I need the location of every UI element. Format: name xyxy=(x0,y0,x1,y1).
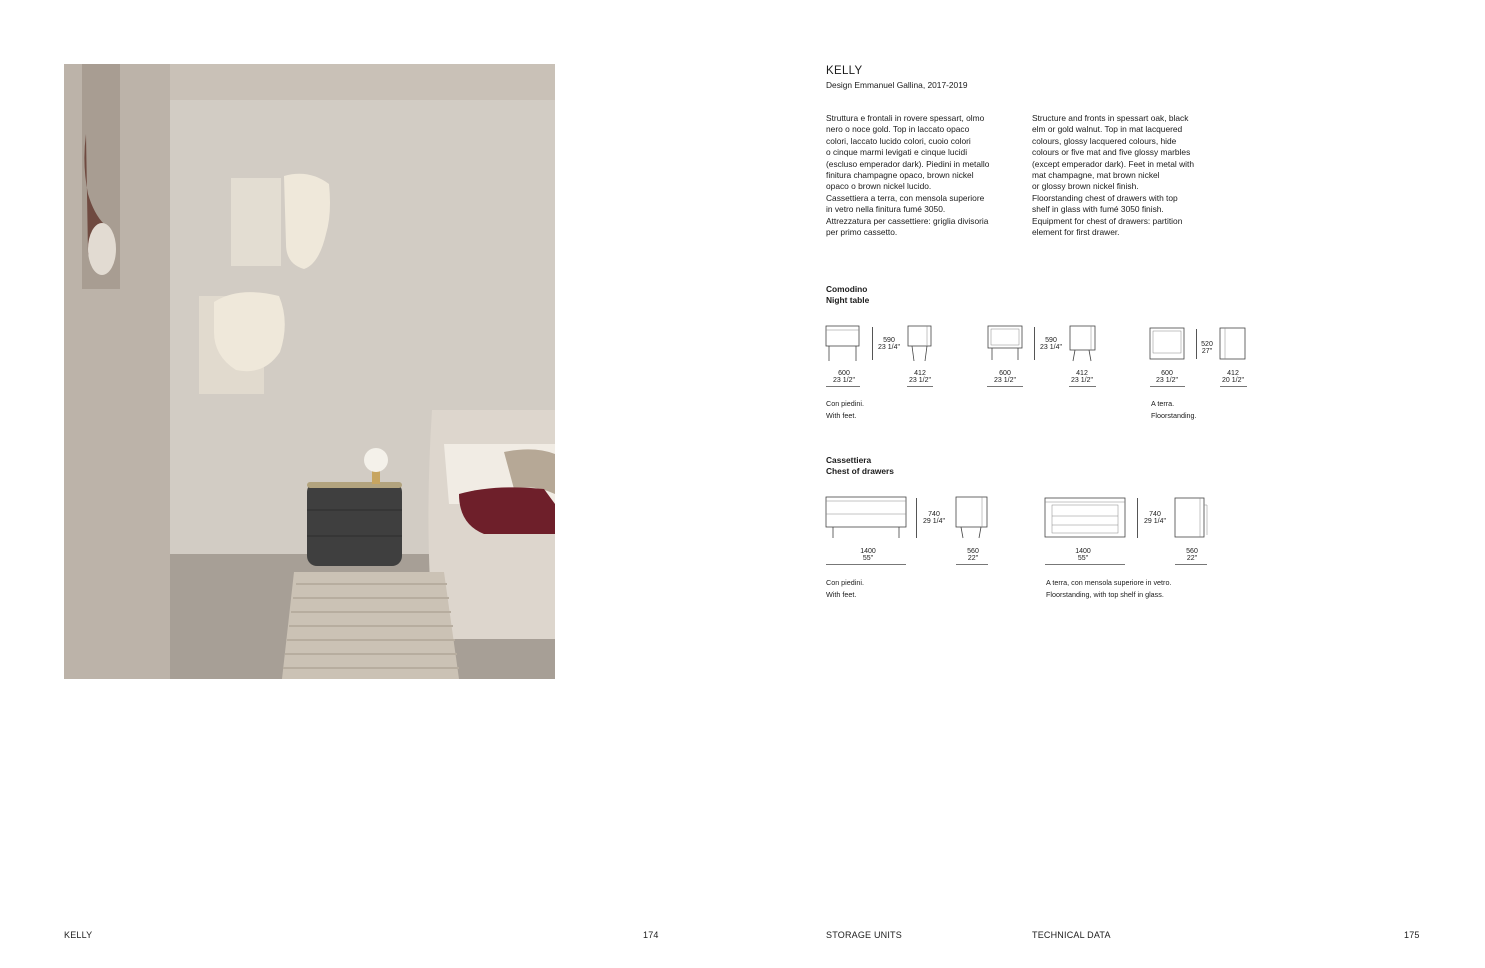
night-table-3-width-in: 23 1/2" xyxy=(1156,377,1178,384)
night-table-2-width-in: 23 1/2" xyxy=(994,377,1016,384)
night-table-heading-it: Comodino xyxy=(826,284,868,294)
dimension-line xyxy=(956,564,988,565)
chest-heading-en: Chest of drawers xyxy=(826,466,894,476)
night-table-front-tall-drawing xyxy=(987,324,1027,364)
dimension-line xyxy=(1069,386,1096,387)
night-table-caption-1-en: With feet. xyxy=(826,411,857,420)
night-table-2-depth-in: 23 1/2" xyxy=(1071,377,1093,384)
night-table-1-depth-in: 23 1/2" xyxy=(909,377,931,384)
interior-photo xyxy=(64,64,555,679)
dimension-line xyxy=(1150,386,1185,387)
chest-2-width-in: 55" xyxy=(1077,555,1089,562)
night-table-3-depth-mm: 412 xyxy=(1227,370,1239,377)
chest-2-width-mm: 1400 xyxy=(1075,548,1091,555)
night-table-side-floor-drawing xyxy=(1219,326,1249,362)
dimension-line xyxy=(826,386,860,387)
night-table-side-feet-drawing xyxy=(907,324,937,364)
description-italian: Struttura e frontali in rovere spessart, olmo nero o noce gold. Top in laccato opaco colori, laccato lucido colori, cuoio colori o cinque marmi levigati e cinque lucidi (escluso emperador dark). Piedini in metallo finitura champagne opaco, brown nickel opaco o brown nickel lucido. Cassettiera a terra, con mensola superiore in vetro nella finitura fumé 3050. Attrezzatura per cassettiere: griglia divisoria per primo cassetto. xyxy=(826,113,990,238)
night-table-1-height-mm: 590 xyxy=(883,337,895,344)
description-english: Structure and fronts in spessart oak, black elm or gold walnut. Top in mat lacquered colours, glossy lacquered colours, hide colours or five mat and five glossy marbles (except emperador dark). Feet in metal with mat champagne, mat brown nickel or glossy brown nickel finish. Floorstanding chest of drawers with top shelf in glass with fumé 3050 finish. Equipment for chest of drawers: partition element for first drawer. xyxy=(1032,113,1194,238)
chest-side-floor-drawing xyxy=(1174,495,1210,541)
night-table-3-height-in: 27" xyxy=(1201,348,1213,355)
dimension-line xyxy=(1220,386,1247,387)
night-table-side-tall-drawing xyxy=(1069,324,1099,364)
chest-1-width-in: 55" xyxy=(862,555,874,562)
night-table-caption-2-en: Floorstanding. xyxy=(1151,411,1197,420)
footer-right-page-number: 175 xyxy=(1404,930,1420,940)
footer-left-name: KELLY xyxy=(64,930,93,940)
chest-1-depth-in: 22" xyxy=(967,555,979,562)
dimension-line xyxy=(1045,564,1125,565)
chest-caption-2-en: Floorstanding, with top shelf in glass. xyxy=(1046,590,1164,599)
night-table-caption-2-it: A terra. xyxy=(1151,399,1175,408)
chest-2-height-mm: 740 xyxy=(1149,511,1161,518)
chest-2-depth-mm: 560 xyxy=(1186,548,1198,555)
chest-2-depth-in: 22" xyxy=(1186,555,1198,562)
night-table-1-width-mm: 600 xyxy=(838,370,850,377)
night-table-caption-1-it: Con piedini. xyxy=(826,399,864,408)
night-table-heading-en: Night table xyxy=(826,295,870,305)
chest-front-floor-drawing xyxy=(1044,495,1128,541)
night-table-3-depth-in: 20 1/2" xyxy=(1222,377,1244,384)
dimension-line xyxy=(826,564,906,565)
chest-2-height-in: 29 1/4" xyxy=(1144,518,1166,525)
chest-caption-1-en: With feet. xyxy=(826,590,857,599)
night-table-2-width-mm: 600 xyxy=(999,370,1011,377)
dimension-line xyxy=(1175,564,1207,565)
night-table-3-height-mm: 520 xyxy=(1201,341,1213,348)
chest-1-depth-mm: 560 xyxy=(967,548,979,555)
chest-heading-it: Cassettiera xyxy=(826,455,872,465)
night-table-1-height-in: 23 1/4" xyxy=(878,344,900,351)
chest-caption-2-it: A terra, con mensola superiore in vetro. xyxy=(1046,578,1172,587)
night-table-2-height-mm: 590 xyxy=(1045,337,1057,344)
footer-left-page-number: 174 xyxy=(643,930,659,940)
night-table-front-floor-drawing xyxy=(1149,326,1189,362)
product-title: KELLY xyxy=(826,65,863,77)
chest-front-feet-drawing xyxy=(825,495,909,541)
chest-1-height-mm: 740 xyxy=(928,511,940,518)
night-table-1-depth-mm: 412 xyxy=(914,370,926,377)
night-table-2-depth-mm: 412 xyxy=(1076,370,1088,377)
night-table-front-feet-drawing xyxy=(825,324,865,364)
chest-caption-1-it: Con piedini. xyxy=(826,578,864,587)
chest-side-feet-drawing xyxy=(955,495,991,541)
night-table-1-width-in: 23 1/2" xyxy=(833,377,855,384)
chest-1-width-mm: 1400 xyxy=(860,548,876,555)
night-table-2-height-in: 23 1/4" xyxy=(1040,344,1062,351)
dimension-line xyxy=(907,386,933,387)
chest-1-height-in: 29 1/4" xyxy=(923,518,945,525)
designer-credit: Design Emmanuel Gallina, 2017-2019 xyxy=(826,80,968,90)
night-table-3-width-mm: 600 xyxy=(1161,370,1173,377)
dimension-line xyxy=(987,386,1023,387)
footer-subsection: TECHNICAL DATA xyxy=(1032,930,1111,940)
footer-section: STORAGE UNITS xyxy=(826,930,902,940)
